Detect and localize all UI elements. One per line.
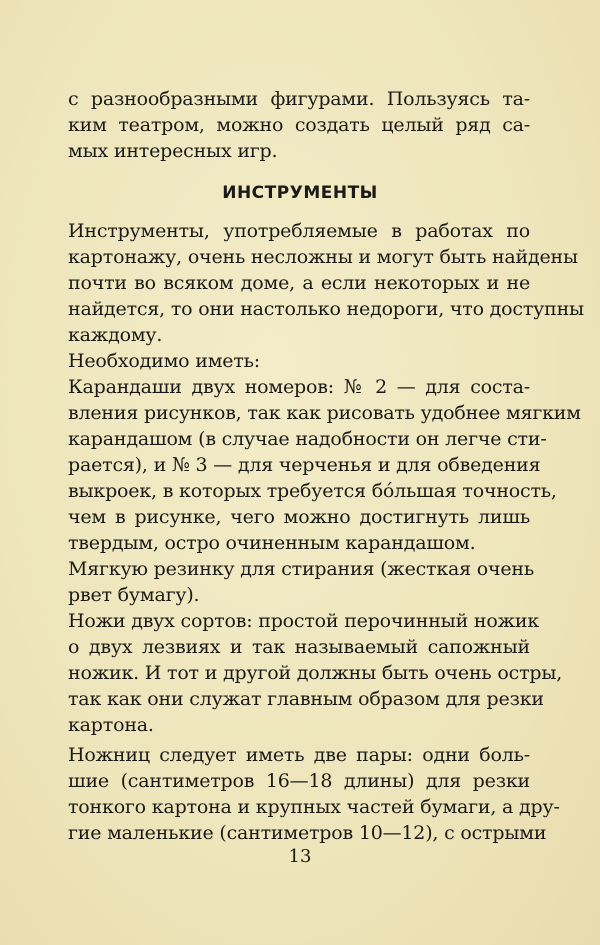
section-heading: ИНСТРУМЕНТЫ [222, 183, 378, 203]
text-line: с разнообразными фигурами. Пользуясь та- [68, 88, 530, 110]
text-line: выкроек, в которых требуется бо́льшая точность, [68, 480, 557, 502]
text-line: Ножи двух сортов: простой перочинный ножик [68, 610, 540, 632]
text-line: мых интересных игр. [68, 140, 278, 162]
text-line: вления рисунков, так как рисовать удобнее мягким [68, 402, 581, 424]
text-line: Ножниц следует иметь две пары: одни боль- [68, 744, 530, 766]
text-line: рается), и № 3 — для черченья и для обведения [68, 454, 541, 476]
text-line: ножик. И тот и другой должны быть очень остры, [68, 662, 563, 684]
text-line: так как они служат главным образом для резки [68, 688, 544, 710]
text-line: почти во всяком доме, а если некоторых и не [68, 272, 530, 294]
text-line: картонажу, очень несложны и могут быть найдены [68, 246, 578, 268]
text-line: шие (сантиметров 16—18 длины) для резки [68, 770, 530, 792]
text-line: гие маленькие (сантиметров 10—12), с острыми [68, 822, 547, 844]
text-line: карандашом (в случае надобности он легче сти- [68, 428, 547, 450]
text-line: рвет бумагу). [68, 584, 200, 606]
text-line: твердым, остро очиненным карандашом. [68, 532, 476, 554]
text-line: Мягкую резинку для стирания (жесткая очень [68, 558, 535, 580]
text-line: Инструменты, употребляемые в работах по [68, 220, 530, 242]
text-line: Карандаши двух номеров: № 2 — для соста- [68, 376, 530, 398]
text-line: тонкого картона и крупных частей бумаги, а дру- [68, 796, 560, 818]
text-line: картона. [68, 714, 154, 736]
text-line: найдется, то они настолько недороги, что доступны [68, 298, 584, 320]
text-line: Необходимо иметь: [68, 350, 261, 372]
page-number: 13 [288, 846, 312, 867]
text-line: чем в рисунке, чего можно достигнуть лишь [68, 506, 530, 528]
text-line: ким театром, можно создать целый ряд са- [68, 114, 530, 136]
text-line: каждому. [68, 324, 163, 346]
text-line: о двух лезвиях и так называемый сапожный [68, 636, 530, 658]
